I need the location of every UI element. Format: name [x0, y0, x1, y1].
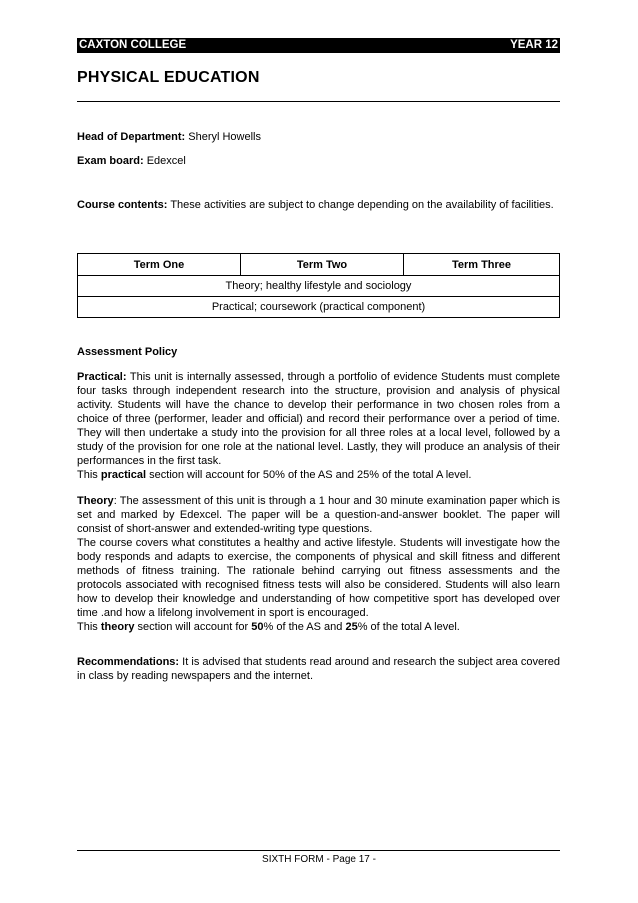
theory-row: Theory; healthy lifestyle and sociology	[78, 276, 560, 297]
term-one-header: Term One	[78, 254, 241, 276]
head-of-department	[77, 130, 560, 144]
practical-text: This unit is internally assessed, through a portfolio of evidence Students must complete four tasks through independent research into the structure, provision and analysis of physical activity. Students will have the chance to develop their performance in two chosen roles from a choice of three (performer, leader and official) and record their performance over a period of time. They will then undertake a study into the provision for all three roles at a local level, followed by a study of the provision for one role at the national level. Lastly, they will produce an analysis of their performances in the first task.	[77, 371, 560, 467]
recommendations-section	[77, 655, 560, 683]
page-footer: SIXTH FORM - Page 17 -	[262, 854, 376, 865]
term-two-header: Term Two	[241, 254, 404, 276]
theory-summary-post: % of the total A level.	[357, 621, 460, 633]
theory-summary-bold: theory	[100, 621, 135, 633]
exam-board	[77, 154, 560, 168]
term-three-header: Term Three	[404, 254, 560, 276]
course-contents	[77, 198, 560, 212]
practical-section	[77, 370, 560, 482]
exam-board-value: Edexcel	[143, 155, 186, 167]
theory-section	[77, 494, 560, 634]
theory-summary-bold2: 50	[251, 621, 264, 633]
table-row	[78, 276, 560, 297]
theory-summary-mid2: % of the AS and	[263, 621, 346, 633]
hod-value: Sheryl Howells	[185, 131, 261, 143]
practical-summary-bold: practical	[100, 469, 147, 481]
theory-summary-mid1: section will account for	[134, 621, 252, 633]
course-contents-text: These activities are subject to change depending on the availability of facilities.	[167, 199, 554, 211]
footer-divider	[77, 850, 560, 851]
practical-label: Practical:	[77, 371, 127, 383]
exam-board-label: Exam board:	[77, 155, 144, 167]
year-label: YEAR 12	[510, 39, 558, 51]
terms-table	[77, 253, 560, 318]
recommendations-text: It is advised that students read around and research the subject area covered in class by reading newspapers and the internet.	[77, 656, 560, 682]
practical-row: Practical; coursework (practical component)	[78, 297, 560, 318]
table-row	[78, 297, 560, 318]
course-contents-label: Course contents:	[77, 199, 168, 211]
practical-summary-post: section will account for 50% of the AS and 25% of the total A level.	[146, 469, 472, 481]
theory-text: : The assessment of this unit is through a 1 hour and 30 minute examination paper which is set and marked by Edexcel. The paper will be a question-and-answer booklet. The paper will consist of short-answer and extended-writing type questions.	[77, 495, 560, 535]
theory-summary-pre: This	[77, 621, 101, 633]
college-name: CAXTON COLLEGE	[79, 39, 187, 51]
assessment-policy-heading: Assessment Policy	[77, 346, 178, 358]
hod-label: Head of Department:	[77, 131, 186, 143]
title-divider	[77, 101, 560, 102]
theory-text-2: The course covers what constitutes a healthy and active lifestyle. Students will investigate how the body responds and adapts to exercise, the components of physical and skill fitness and different methods of fitness training. The rationale behind carrying out fitness assessments and the protocols associated with recognised fitness tests will also be considered. Students will also learn how to develop their knowledge and understanding of how competitive sport has developed over time .and how a lifelong involvement in sport is encouraged.	[77, 537, 560, 619]
recommendations-label: Recommendations:	[77, 656, 180, 668]
practical-summary-pre: This	[77, 469, 101, 481]
page-title: PHYSICAL EDUCATION	[77, 69, 260, 86]
terms-header-row	[78, 254, 560, 276]
header-bar	[77, 38, 560, 53]
theory-label: Theory	[77, 495, 114, 507]
theory-summary-bold3: 25	[345, 621, 358, 633]
